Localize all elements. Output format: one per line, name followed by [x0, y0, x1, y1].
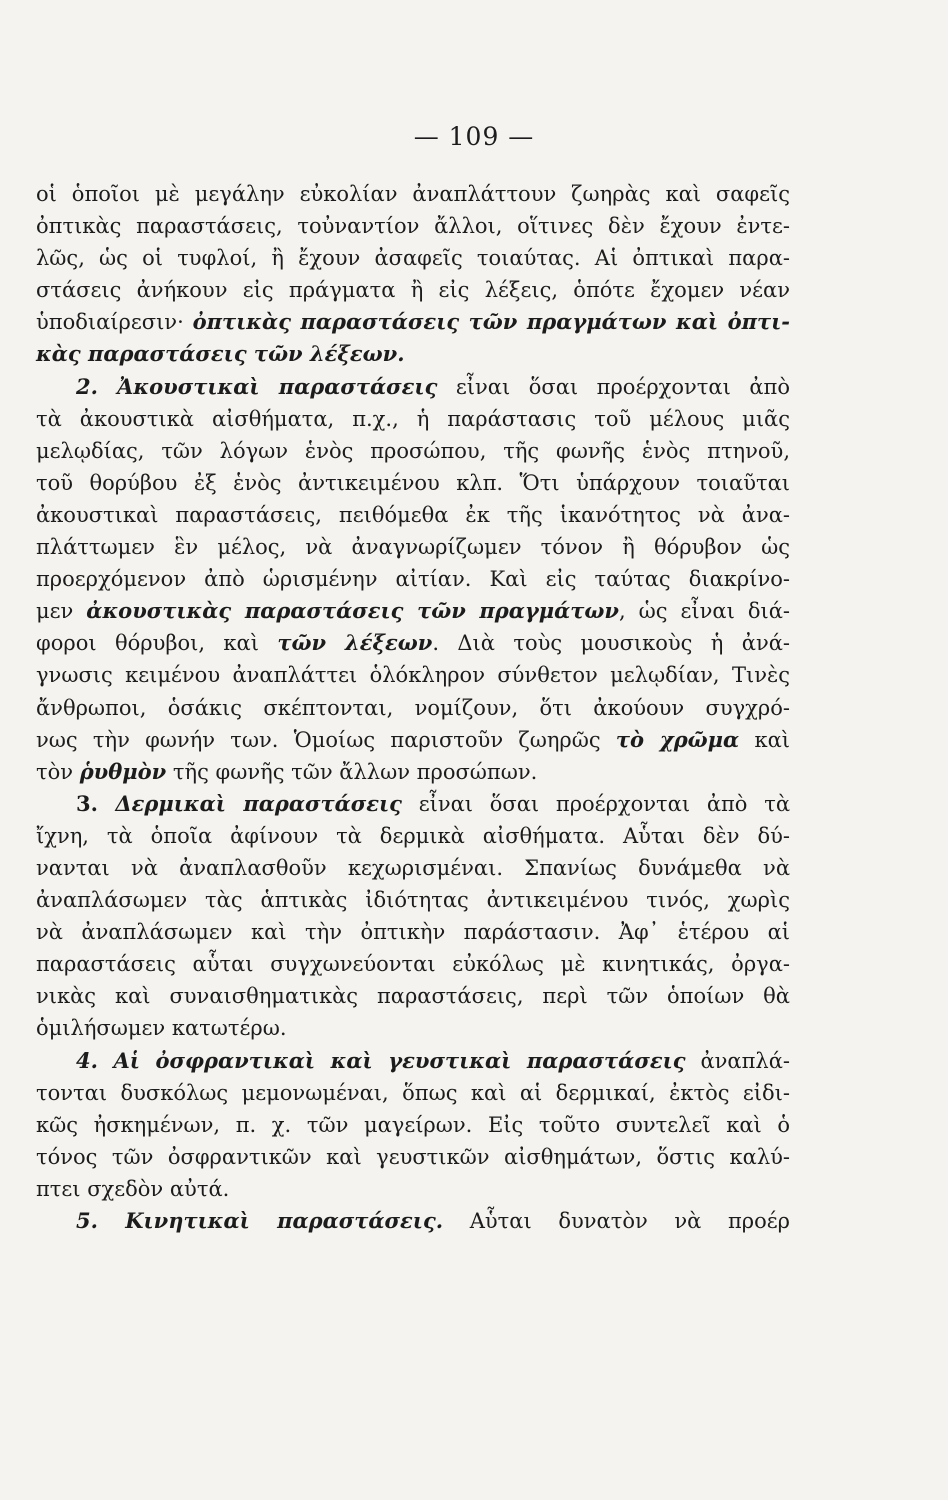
emphasized-text: ὀπτικὰς παραστάσεις τῶν πραγμάτων καὶ ὀπτι- — [192, 309, 790, 335]
text-line — [36, 1077, 790, 1109]
text-run: παραστάσεις αὗται συγχωνεύονται εὐκόλως μὲ κινητικάς, ὀργα- — [36, 952, 790, 977]
emphasized-text: ῥυθμὸν — [79, 758, 167, 784]
text-line — [36, 595, 790, 627]
text-line — [36, 852, 790, 884]
text-run: , ὡς εἶναι διά- — [619, 599, 790, 624]
text-line — [36, 499, 790, 531]
text-run: καὶ — [739, 727, 790, 752]
page-text — [36, 178, 790, 1237]
text-run: τὰ ἀκουστικὰ αἰσθήματα, π.χ., ἡ παράστασις τοῦ μέλους μιᾶς — [36, 406, 790, 431]
text-run: μεν — [36, 599, 87, 624]
text-line — [36, 756, 790, 788]
text-line — [36, 980, 790, 1012]
text-line — [36, 338, 790, 370]
text-line — [36, 1045, 790, 1077]
text-run: ἀναπλά- — [685, 1048, 790, 1073]
text-run: ἴχνη, τὰ ὁποῖα ἀφίνουν τὰ δερμικὰ αἰσθήματα. Αὗται δὲν δύ- — [36, 823, 790, 848]
text-run: ὀπτικὰς παραστάσεις, τοὐναντίον ἄλλοι, οἵτινες δὲν ἔχουν ἐντε- — [36, 214, 790, 239]
text-line — [36, 1109, 790, 1141]
text-run: ἄνθρωποι, ὁσάκις σκέπτονται, νομίζουν, ὅτι ἀκούουν συγχρό- — [36, 695, 790, 720]
text-line — [36, 306, 790, 338]
text-run: τοῦ θορύβου ἐξ ἑνὸς ἀντικειμένου κλπ. Ὅτι ὑπάρχουν τοιαῦται — [36, 470, 790, 495]
text-run: μελῳδίας, τῶν λόγων ἑνὸς προσώπου, τῆς φωνῆς ἑνὸς πτηνοῦ, — [36, 438, 790, 463]
text-run: νως τὴν φωνήν των. Ὁμοίως παριστοῦν ζωηρῶς — [36, 727, 616, 752]
emphasized-text: τὸ χρῶμα — [615, 726, 740, 752]
emphasized-text: τῶν λέξεων — [277, 630, 433, 656]
text-run: νανται νὰ ἀναπλασθοῦν κεχωρισμέναι. Σπανίως δυνάμεθα νὰ — [36, 855, 790, 880]
text-run: κῶς ἠσκημένων, π. χ. τῶν μαγείρων. Εἰς τοῦτο συντελεῖ καὶ ὁ — [36, 1112, 790, 1137]
text-line — [36, 371, 790, 403]
text-run: ὑποδιαίρεσιν· — [36, 310, 193, 335]
text-line — [36, 1173, 790, 1205]
text-line — [36, 884, 790, 916]
text-line — [36, 467, 790, 499]
emphasized-text: 5. — [76, 1208, 126, 1233]
text-line — [36, 435, 790, 467]
emphasized-text: 2. — [76, 373, 118, 399]
text-run: εἶναι ὅσαι προέρχονται ἀπὸ — [437, 374, 791, 399]
page-number: — 109 — — [413, 122, 535, 151]
text-run: τονται δυσκόλως μεμονωμέναι, ὅπως καὶ αἱ δερμικαί, ἐκτὸς εἰδι- — [36, 1080, 790, 1105]
text-line — [36, 788, 790, 820]
text-run: οἱ ὁποῖοι μὲ μεγάλην εὐκολίαν ἀναπλάττουν ζωηρὰς καὶ σαφεῖς — [36, 182, 790, 206]
text-line — [36, 659, 790, 691]
text-run: ὁμιλήσωμεν κατωτέρω. — [36, 1016, 287, 1041]
text-run: πλάττωμεν ἓν μέλος, νὰ ἀναγνωρίζωμεν τόνον ἢ θόρυβον ὡς — [36, 535, 790, 560]
text-line — [36, 242, 790, 274]
emphasized-text: Δερμικαὶ παραστάσεις — [115, 790, 402, 816]
text-line — [36, 403, 790, 435]
text-line — [36, 916, 790, 948]
text-line — [36, 178, 790, 210]
text-run: γνωσις κειμένου ἀναπλάττει ὁλόκληρον σύνθετον μελῳδίαν, Τινὲς — [36, 663, 790, 688]
text-run: . Διὰ τοὺς μουσικοὺς ἡ ἀνά- — [432, 631, 790, 656]
text-run: ἀκουστικαὶ παραστάσεις, πειθόμεθα ἐκ τῆς ἱκανότητος νὰ ἀνα- — [36, 502, 790, 527]
text-run: στάσεις ἀνήκουν εἰς πράγματα ἢ εἰς λέξεις, ὁπότε ἔχομεν νέαν — [36, 278, 790, 303]
text-run: ἀναπλάσωμεν τὰς ἁπτικὰς ἰδιότητας ἀντικειμένου τινός, χωρὶς — [36, 888, 790, 913]
emphasized-text: Αἱ ὀσφραντικαὶ καὶ γευστικαὶ παραστάσεις — [113, 1047, 686, 1073]
text-line — [36, 531, 790, 563]
text-line — [36, 1012, 790, 1044]
text-run: φοροι θόρυβοι, καὶ — [36, 631, 278, 656]
text-line — [36, 563, 790, 595]
text-run: Αὗται δυνατὸν νὰ προέρ — [443, 1209, 791, 1233]
emphasized-text: 3. — [76, 790, 116, 816]
emphasized-text: 4. — [76, 1047, 114, 1073]
text-line — [36, 210, 790, 242]
emphasized-text: Ἀκουστικαὶ παραστάσεις — [117, 373, 438, 399]
text-run: τόνος τῶν ὀσφραντικῶν καὶ γευστικῶν αἰσθημάτων, ὅστις καλύ- — [36, 1144, 790, 1169]
text-line — [36, 820, 790, 852]
emphasized-text: Κινητικαὶ παραστάσεις. — [125, 1208, 444, 1233]
text-run: προερχόμενον ἀπὸ ὡρισμένην αἰτίαν. Καὶ εἰς ταύτας διακρίνο- — [36, 567, 790, 592]
emphasized-text: ἀκουστικὰς παραστάσεις τῶν πραγμάτων — [86, 598, 620, 624]
emphasized-text: κὰς παραστάσεις τῶν λέξεων. — [36, 341, 405, 367]
text-run: νὰ ἀναπλάσωμεν καὶ τὴν ὀπτικὴν παράστασιν. Ἀφ᾽ ἑτέρου αἱ — [36, 920, 790, 945]
text-run: τῆς φωνῆς τῶν ἄλλων προσώπων. — [166, 759, 538, 784]
text-line — [36, 627, 790, 659]
text-line — [36, 692, 790, 724]
text-line — [36, 1205, 790, 1237]
text-run: πτει σχεδὸν αὐτά. — [36, 1176, 230, 1201]
text-line — [36, 948, 790, 980]
text-run: λῶς, ὡς οἱ τυφλοί, ἢ ἔχουν ἀσαφεῖς τοιαύτας. Αἱ ὀπτικαὶ παρα- — [36, 246, 790, 271]
text-run: τὸν — [36, 759, 80, 784]
text-run: εἶναι ὅσαι προέρχονται ἀπὸ τὰ — [401, 791, 791, 816]
text-line — [36, 274, 790, 306]
text-line — [36, 1141, 790, 1173]
text-run: νικὰς καὶ συναισθηματικὰς παραστάσεις, περὶ τῶν ὁποίων θὰ — [36, 984, 790, 1009]
text-line — [36, 724, 790, 756]
